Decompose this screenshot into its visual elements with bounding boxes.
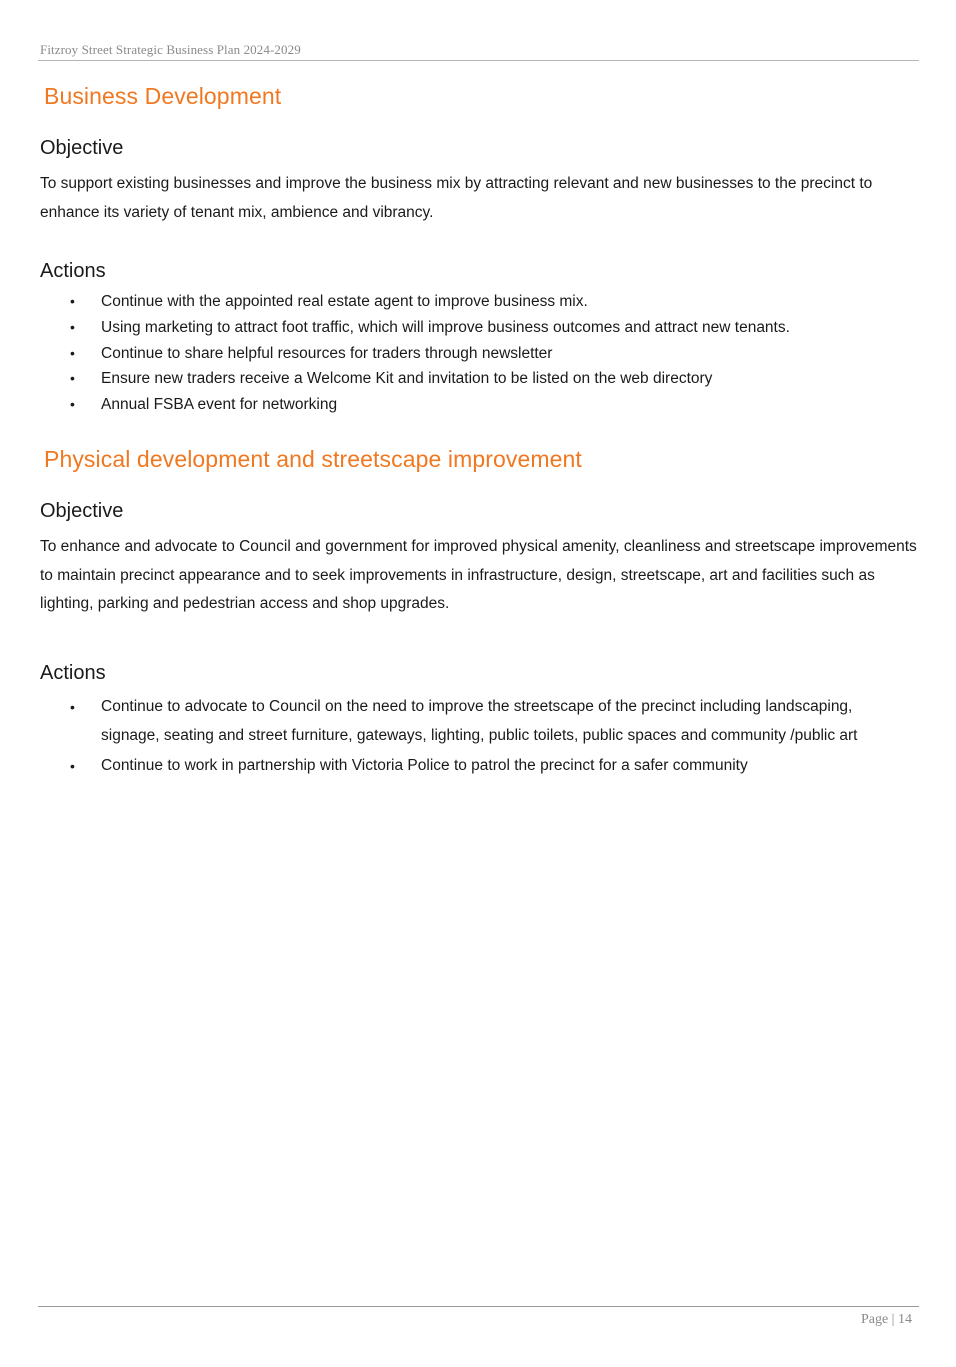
header-divider xyxy=(38,60,919,61)
bullet-icon: • xyxy=(70,699,75,715)
bullet-icon: • xyxy=(70,318,75,335)
bullet-icon: • xyxy=(70,370,75,387)
list-item-text: Annual FSBA event for networking xyxy=(101,396,338,414)
objective-paragraph: To support existing businesses and improve the business mix by attracting relevant and new businesses to the precinct to enhance its variety of tenant mix, ambience and vibrancy. xyxy=(40,175,873,221)
actions-list xyxy=(0,693,900,782)
list-item xyxy=(0,341,900,367)
objective-heading: Objective xyxy=(40,500,124,522)
objective-paragraph: To enhance and advocate to Council and government for improved physical amenity, cleanliness and streetscape improvements to maintain precinct appearance and to seek improvements in infrastructure, design, streetscape, art and facilities such as lighting, parking and pedestrian access and shop upgrades. xyxy=(40,538,917,612)
list-item xyxy=(0,366,900,392)
list-item xyxy=(0,693,900,750)
list-item-text: Using marketing to attract foot traffic, which will improve business outcomes and attract new tenants. xyxy=(101,318,790,336)
list-item-text: Ensure new traders receive a Welcome Kit and invitation to be listed on the web directory xyxy=(101,370,713,388)
list-item xyxy=(0,752,900,781)
section-title-physical-development: Physical development and streetscape improvement xyxy=(44,446,582,472)
list-item-text: Continue to work in partnership with Victoria Police to patrol the precinct for a safer community xyxy=(101,756,748,774)
actions-list xyxy=(0,289,900,418)
list-item xyxy=(0,315,900,341)
page-number: Page | 14 xyxy=(860,1312,912,1327)
objective-heading: Objective xyxy=(40,137,124,159)
running-header: Fitzroy Street Strategic Business Plan 2024-2029 xyxy=(40,42,301,57)
list-item-text: Continue to share helpful resources for traders through newsletter xyxy=(101,344,553,362)
bullet-icon: • xyxy=(70,344,75,361)
list-item-text: Continue to advocate to Council on the need to improve the streetscape of the precinct including landscaping, signage, seating and street furniture, gateways, lighting, public toilets, public spaces and community /public art xyxy=(101,698,858,744)
section-title-business-development: Business Development xyxy=(44,83,282,109)
bullet-icon: • xyxy=(70,757,75,774)
actions-heading: Actions xyxy=(40,662,106,684)
bullet-icon: • xyxy=(70,396,75,413)
list-item-text: Continue with the appointed real estate agent to improve business mix. xyxy=(101,293,588,310)
footer-divider xyxy=(38,1306,919,1307)
list-item xyxy=(0,289,900,315)
actions-heading: Actions xyxy=(40,260,106,282)
bullet-icon: • xyxy=(70,293,75,309)
list-item xyxy=(0,392,900,418)
